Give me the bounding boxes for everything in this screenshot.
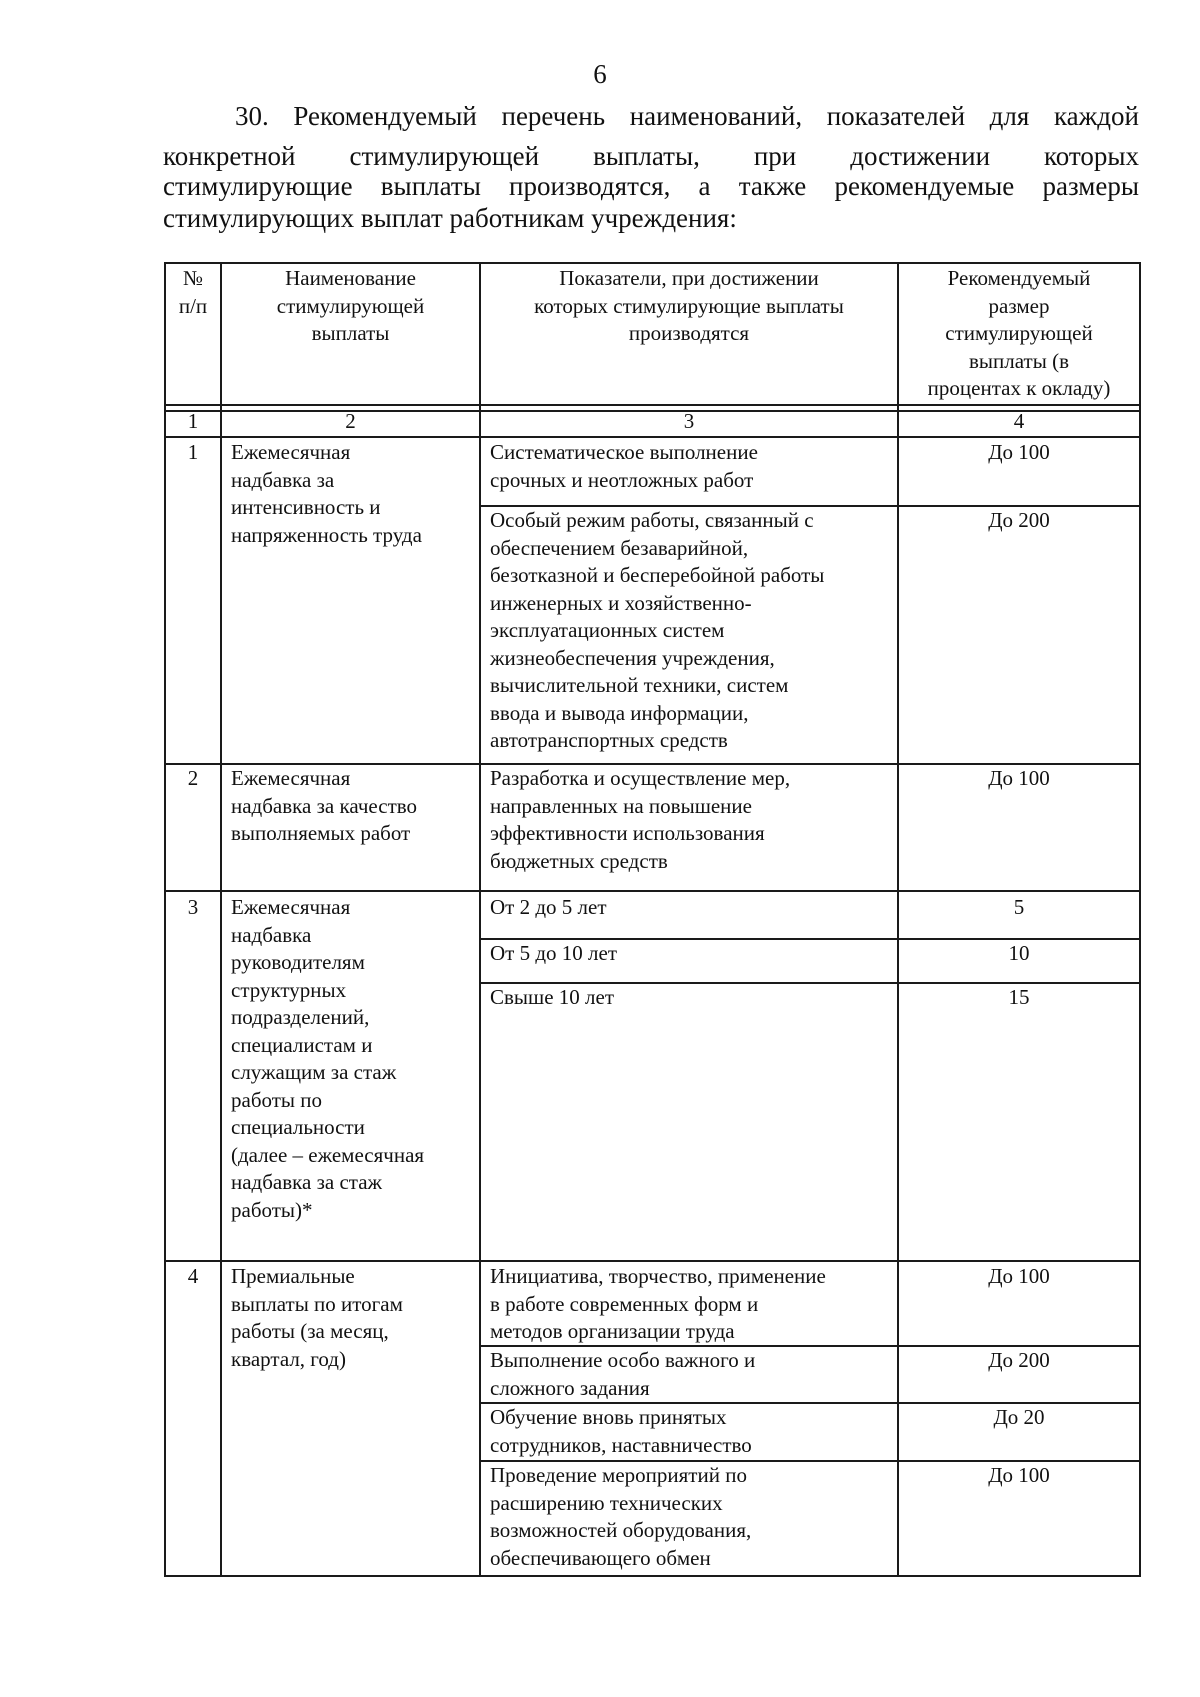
indicator: Обучение вновь принятых сотрудников, наставничество [490,1405,752,1457]
intro-line: конкретной стимулирующей выплаты, при достижении которых [163,141,1139,171]
header-indicators: Показатели, при достижении которых стимулирующие выплаты производятся [534,266,844,345]
table-rule [479,262,481,1577]
intro-line: стимулирующих выплат работникам учреждения: [163,203,737,233]
row-number: 1 [187,440,199,464]
payment-size: До 100 [988,440,1050,464]
indicator: От 5 до 10 лет [490,941,618,965]
indicator: От 2 до 5 лет [490,895,607,919]
payment-name: Ежемесячная надбавка за качество выполняемых работ [231,766,418,845]
payment-size: До 100 [988,1264,1050,1288]
column-number: 1 [187,409,199,433]
payment-size: До 100 [988,1463,1050,1487]
row-number: 3 [187,895,199,919]
payment-name: Ежемесячная надбавка за интенсивность и напряженность труда [231,440,422,547]
payment-name: Ежемесячная надбавка руководителям структурных подразделений, специалистам и служащим за стаж работы по специальности (далее – ежемесячная надбавка за стаж работы)* [231,895,425,1222]
indicator: Выполнение особо важного и сложного задания [490,1348,756,1400]
table-rule [164,262,1141,264]
column-number: 4 [1013,409,1025,433]
intro-line: 30. Рекомендуемый перечень наименований, показателей для каждой [235,101,1139,131]
indicator: Особый режим работы, связанный с обеспечением безаварийной, безотказной и бесперебойной работы инженерных и хозяйственно- эксплуатационных систем жизнеобеспечения учреждения, вычислительной техники, систем ввода и вывода информации, автотранспортных средств [490,508,825,752]
column-number: 3 [683,409,695,433]
indicator: Проведение мероприятий по расширению технических возможностей оборудования, обеспечивающего обмен [490,1463,752,1570]
indicator: Свыше 10 лет [490,985,615,1009]
table-rule [164,1575,1141,1577]
table-rule [164,1260,1141,1262]
payment-size: До 100 [988,766,1050,790]
table-rule [164,436,1141,438]
row-number: 4 [187,1264,199,1288]
indicator: Инициатива, творчество, применение в работе современных форм и методов организации труда [490,1264,826,1343]
table-rule [220,262,222,1577]
payment-size: До 200 [988,1348,1050,1372]
payment-name: Премиальные выплаты по итогам работы (за месяц, квартал, год) [231,1264,403,1371]
intro-line: стимулирующие выплаты производятся, а также рекомендуемые размеры [163,171,1139,201]
table-rule [164,890,1141,892]
payment-size: 10 [1008,941,1030,965]
indicator: Систематическое выполнение срочных и неотложных работ [490,440,758,492]
indicator: Разработка и осуществление мер, направленных на повышение эффективности использования бюджетных средств [490,766,791,873]
payment-size: 5 [1013,895,1025,919]
payment-size: До 20 [993,1405,1045,1429]
payment-size: 15 [1008,985,1030,1009]
payment-size: До 200 [988,508,1050,532]
row-number: 2 [187,766,199,790]
column-number: 2 [345,409,356,433]
table-rule [1139,262,1141,1577]
table-rule [164,404,1141,406]
header-payment-name: Наименование стимулирующей выплаты [276,266,425,345]
header-number: № п/п [178,266,208,318]
header-size: Рекомендуемый размер стимулирующей выплаты (в процентах к окладу) [927,266,1111,400]
page-number: 6 [593,59,607,89]
